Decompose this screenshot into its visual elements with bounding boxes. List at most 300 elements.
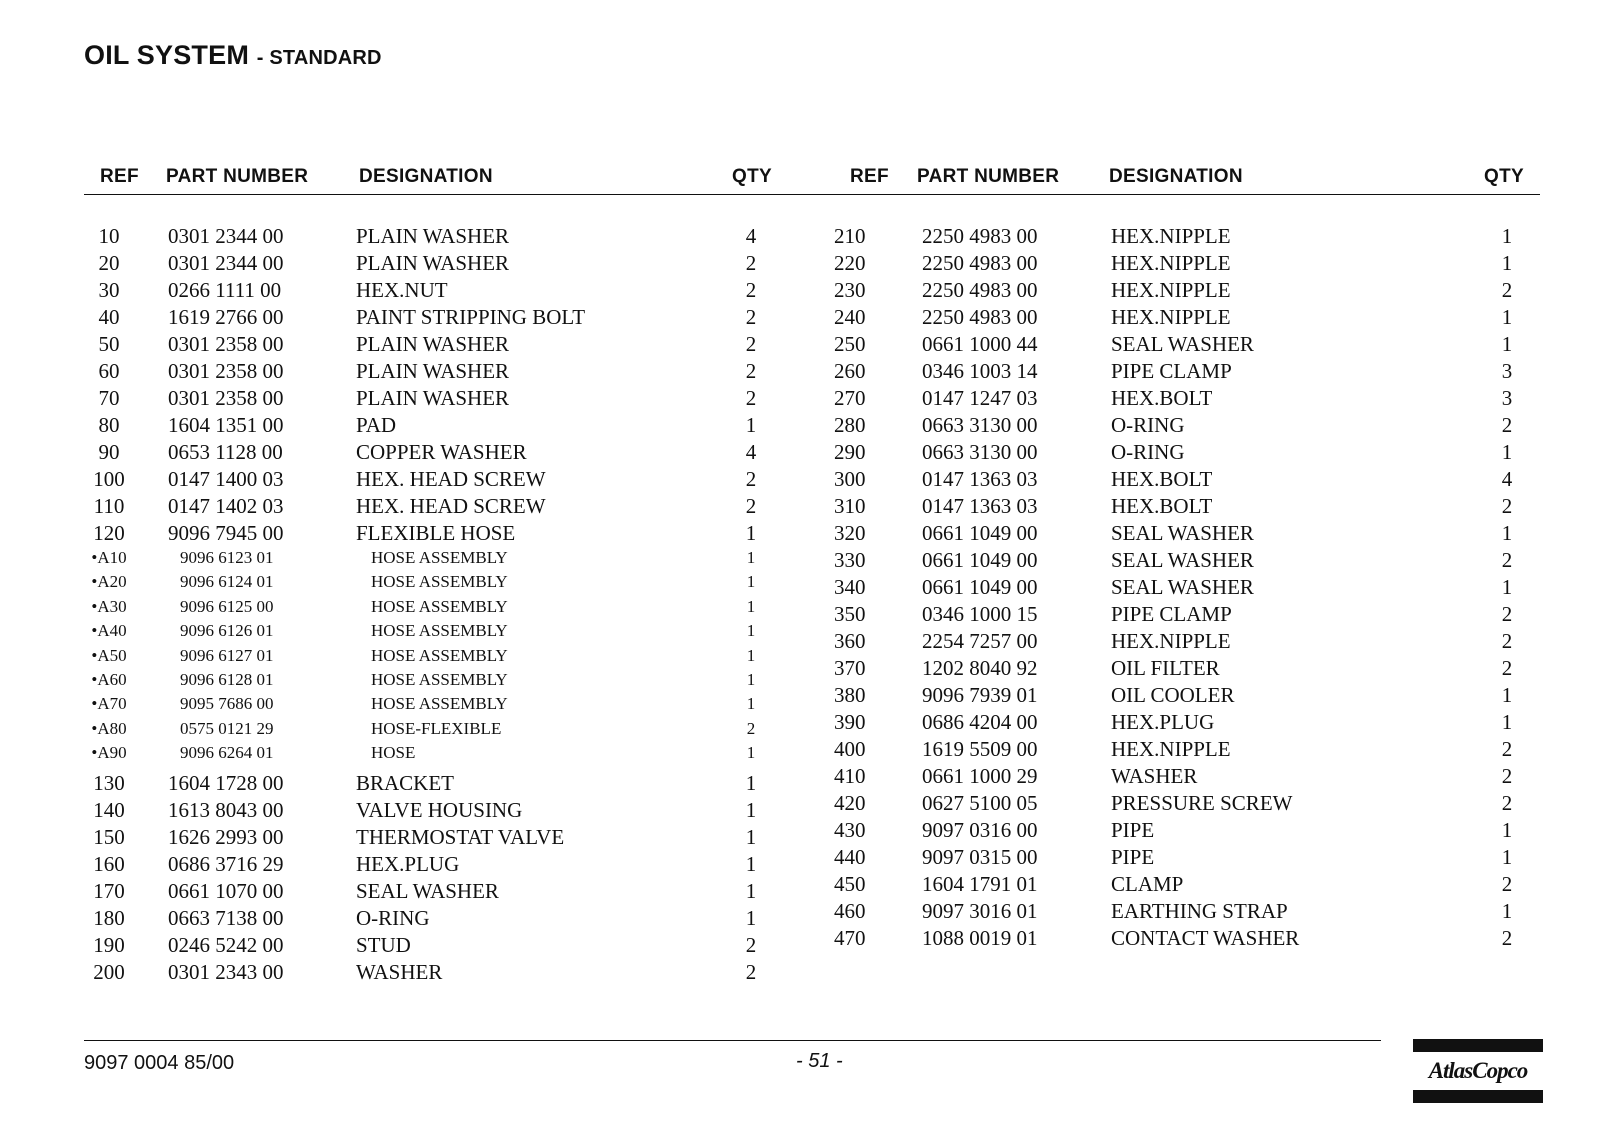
ref-cell: 310 bbox=[834, 494, 866, 518]
ref-cell: 290 bbox=[834, 440, 866, 464]
qty-cell: 2 bbox=[1501, 629, 1513, 653]
ref-cell: 240 bbox=[834, 305, 866, 329]
ref-cell: 50 bbox=[98, 332, 120, 356]
part-number-cell: 1613 8043 00 bbox=[168, 797, 284, 822]
qty-cell: 1 bbox=[746, 621, 756, 641]
table-row bbox=[834, 818, 1540, 845]
part-number-cell: 0147 1363 03 bbox=[922, 494, 1038, 518]
table-row bbox=[834, 440, 1540, 467]
ref-cell: 410 bbox=[834, 764, 866, 788]
ref-cell: •A40 bbox=[91, 621, 127, 641]
table-sub-row bbox=[84, 597, 804, 621]
table-row bbox=[834, 845, 1540, 872]
page-title-main: OIL SYSTEM bbox=[84, 40, 250, 70]
qty-cell: 2 bbox=[745, 467, 757, 491]
ref-cell: 270 bbox=[834, 386, 866, 410]
ref-cell: 230 bbox=[834, 278, 866, 302]
part-number-cell: 9097 3016 01 bbox=[922, 899, 1038, 923]
table-sub-row bbox=[84, 694, 804, 718]
ref-cell: 400 bbox=[834, 737, 866, 761]
ref-cell: 190 bbox=[93, 932, 125, 957]
part-number-cell: 9096 6125 00 bbox=[180, 596, 274, 616]
table-row bbox=[834, 548, 1540, 575]
ref-cell: 440 bbox=[834, 845, 866, 869]
ref-cell: 10 bbox=[98, 224, 120, 248]
table-row bbox=[834, 872, 1540, 899]
ref-cell: 90 bbox=[98, 440, 120, 464]
part-number-cell: 0346 1003 14 bbox=[922, 359, 1038, 383]
designation-cell: HEX.BOLT bbox=[1111, 494, 1213, 518]
qty-cell: 3 bbox=[1501, 386, 1513, 410]
part-number-cell: 1619 2766 00 bbox=[168, 305, 284, 329]
qty-cell: 1 bbox=[746, 743, 756, 763]
designation-cell: O-RING bbox=[1111, 413, 1185, 437]
qty-cell: 2 bbox=[745, 359, 757, 383]
part-number-cell: 9096 6264 01 bbox=[180, 743, 274, 763]
designation-cell: SEAL WASHER bbox=[1111, 332, 1254, 356]
ref-cell: 460 bbox=[834, 899, 866, 923]
ref-cell: 340 bbox=[834, 575, 866, 599]
part-number-cell: 9096 6127 01 bbox=[180, 645, 274, 665]
ref-cell: 180 bbox=[93, 905, 125, 930]
qty-cell: 2 bbox=[745, 251, 757, 275]
designation-cell: HEX.BOLT bbox=[1111, 467, 1213, 491]
table-row bbox=[84, 825, 804, 852]
part-number-cell: 0301 2358 00 bbox=[168, 359, 284, 383]
right-header-qty: QTY bbox=[1484, 166, 1524, 187]
ref-cell: 150 bbox=[93, 824, 125, 849]
qty-cell: 2 bbox=[745, 305, 757, 329]
qty-cell: 2 bbox=[1501, 413, 1513, 437]
designation-cell: HOSE ASSEMBLY bbox=[371, 596, 508, 616]
designation-cell: HEX.NIPPLE bbox=[1111, 305, 1231, 329]
designation-cell: CONTACT WASHER bbox=[1111, 926, 1300, 950]
part-number-cell: 2254 7257 00 bbox=[922, 629, 1038, 653]
qty-cell: 2 bbox=[745, 278, 757, 302]
designation-cell: PRESSURE SCREW bbox=[1111, 791, 1293, 815]
designation-cell: OIL COOLER bbox=[1111, 683, 1235, 707]
qty-cell: 1 bbox=[745, 824, 757, 849]
designation-cell: FLEXIBLE HOSE bbox=[356, 521, 516, 545]
designation-cell: HOSE ASSEMBLY bbox=[371, 572, 508, 592]
table-row bbox=[834, 305, 1540, 332]
part-number-cell: 0661 1049 00 bbox=[922, 575, 1038, 599]
part-number-cell: 0653 1128 00 bbox=[168, 440, 283, 464]
designation-cell: HEX.NIPPLE bbox=[1111, 224, 1231, 248]
table-row bbox=[84, 494, 804, 521]
qty-cell: 2 bbox=[1501, 791, 1513, 815]
atlas-copco-logo bbox=[1413, 1039, 1543, 1103]
qty-cell: 1 bbox=[1501, 899, 1513, 923]
designation-cell: STUD bbox=[356, 932, 411, 957]
designation-cell: HOSE ASSEMBLY bbox=[371, 621, 508, 641]
table-row bbox=[84, 960, 804, 987]
part-number-cell: 0301 2343 00 bbox=[168, 959, 284, 984]
page-title bbox=[84, 40, 382, 71]
designation-cell: WASHER bbox=[1111, 764, 1198, 788]
right-header-part-number: PART NUMBER bbox=[917, 166, 1060, 187]
part-number-cell: 0266 1111 00 bbox=[168, 278, 282, 302]
ref-cell: 20 bbox=[98, 251, 120, 275]
page-subtitle: - STANDARD bbox=[256, 47, 382, 69]
part-number-cell: 0627 5100 05 bbox=[922, 791, 1038, 815]
qty-cell: 1 bbox=[746, 596, 756, 616]
ref-cell: 200 bbox=[93, 959, 125, 984]
designation-cell: PIPE bbox=[1111, 818, 1155, 842]
qty-cell: 1 bbox=[745, 413, 757, 437]
right-header-ref: REF bbox=[850, 166, 889, 187]
part-number-cell: 0301 2344 00 bbox=[168, 224, 284, 248]
designation-cell: WASHER bbox=[356, 959, 443, 984]
qty-cell: 1 bbox=[745, 770, 757, 795]
qty-cell: 1 bbox=[745, 521, 757, 545]
designation-cell: HEX.NUT bbox=[356, 278, 448, 302]
ref-cell: •A60 bbox=[91, 669, 127, 689]
ref-cell: 380 bbox=[834, 683, 866, 707]
part-number-cell: 9096 7939 01 bbox=[922, 683, 1038, 707]
ref-cell: 360 bbox=[834, 629, 866, 653]
table-row bbox=[84, 386, 804, 413]
ref-cell: 80 bbox=[98, 413, 120, 437]
designation-cell: OIL FILTER bbox=[1111, 656, 1220, 680]
table-row bbox=[84, 251, 804, 278]
table-row bbox=[834, 629, 1540, 656]
ref-cell: 260 bbox=[834, 359, 866, 383]
ref-cell: 220 bbox=[834, 251, 866, 275]
left-parts-table bbox=[84, 224, 804, 987]
part-number-cell: 0147 1247 03 bbox=[922, 386, 1038, 410]
table-sub-row bbox=[84, 548, 804, 572]
ref-cell: 320 bbox=[834, 521, 866, 545]
table-row bbox=[84, 467, 804, 494]
table-row bbox=[834, 656, 1540, 683]
designation-cell: HEX. HEAD SCREW bbox=[356, 467, 546, 491]
table-row bbox=[834, 683, 1540, 710]
designation-cell: SEAL WASHER bbox=[1111, 575, 1254, 599]
designation-cell: HOSE ASSEMBLY bbox=[371, 694, 508, 714]
qty-cell: 2 bbox=[1501, 602, 1513, 626]
part-number-cell: 0663 7138 00 bbox=[168, 905, 284, 930]
table-row bbox=[834, 575, 1540, 602]
part-number-cell: 2250 4983 00 bbox=[922, 278, 1038, 302]
table-sub-row bbox=[84, 572, 804, 596]
part-number-cell: 2250 4983 00 bbox=[922, 251, 1038, 275]
ref-cell: 130 bbox=[93, 770, 125, 795]
part-number-cell: 0147 1363 03 bbox=[922, 467, 1038, 491]
header-divider bbox=[84, 194, 1540, 195]
ref-cell: 470 bbox=[834, 926, 866, 950]
qty-cell: 1 bbox=[1501, 251, 1513, 275]
qty-cell: 1 bbox=[746, 694, 756, 714]
qty-cell: 1 bbox=[745, 797, 757, 822]
designation-cell: SEAL WASHER bbox=[356, 878, 499, 903]
qty-cell: 2 bbox=[1501, 926, 1513, 950]
qty-cell: 2 bbox=[1501, 872, 1513, 896]
table-row bbox=[834, 899, 1540, 926]
designation-cell: HEX.NIPPLE bbox=[1111, 278, 1231, 302]
designation-cell: HEX.PLUG bbox=[1111, 710, 1215, 734]
table-row bbox=[834, 494, 1540, 521]
ref-cell: •A70 bbox=[91, 694, 127, 714]
right-parts-table bbox=[834, 224, 1540, 953]
qty-cell: 1 bbox=[1501, 224, 1513, 248]
designation-cell: HEX.PLUG bbox=[356, 851, 460, 876]
ref-cell: •A10 bbox=[91, 548, 127, 567]
part-number-cell: 0686 3716 29 bbox=[168, 851, 284, 876]
designation-cell: THERMOSTAT VALVE bbox=[356, 824, 565, 849]
table-row bbox=[84, 879, 804, 906]
part-number-cell: 2250 4983 00 bbox=[922, 305, 1038, 329]
qty-cell: 4 bbox=[1501, 467, 1513, 491]
table-row bbox=[84, 798, 804, 825]
table-row bbox=[834, 764, 1540, 791]
table-row bbox=[834, 413, 1540, 440]
designation-cell: PIPE bbox=[1111, 845, 1155, 869]
designation-cell: SEAL WASHER bbox=[1111, 548, 1254, 572]
qty-cell: 1 bbox=[1501, 332, 1513, 356]
part-number-cell: 1604 1791 01 bbox=[922, 872, 1038, 896]
left-header-qty: QTY bbox=[732, 166, 772, 187]
part-number-cell: 0661 1000 29 bbox=[922, 764, 1038, 788]
logo-bottom-bar bbox=[1413, 1090, 1543, 1103]
qty-cell: 1 bbox=[1501, 521, 1513, 545]
part-number-cell: 9096 6126 01 bbox=[180, 621, 274, 641]
qty-cell: 1 bbox=[1501, 683, 1513, 707]
ref-cell: 280 bbox=[834, 413, 866, 437]
part-number-cell: 9096 6124 01 bbox=[180, 572, 274, 592]
part-number-cell: 0663 3130 00 bbox=[922, 440, 1038, 464]
part-number-cell: 1604 1351 00 bbox=[168, 413, 284, 437]
ref-cell: •A20 bbox=[91, 572, 127, 592]
qty-cell: 2 bbox=[1501, 656, 1513, 680]
table-row bbox=[84, 413, 804, 440]
designation-cell: HOSE ASSEMBLY bbox=[371, 645, 508, 665]
table-row bbox=[84, 852, 804, 879]
qty-cell: 2 bbox=[1501, 737, 1513, 761]
designation-cell: HOSE ASSEMBLY bbox=[371, 548, 508, 567]
qty-cell: 2 bbox=[1501, 764, 1513, 788]
page-number: - 51 - bbox=[796, 1050, 843, 1072]
ref-cell: 210 bbox=[834, 224, 866, 248]
table-row bbox=[834, 710, 1540, 737]
designation-cell: HOSE-FLEXIBLE bbox=[371, 718, 502, 738]
qty-cell: 1 bbox=[746, 669, 756, 689]
part-number-cell: 9097 0315 00 bbox=[922, 845, 1038, 869]
ref-cell: 390 bbox=[834, 710, 866, 734]
designation-cell: HEX. HEAD SCREW bbox=[356, 494, 546, 518]
part-number-cell: 1202 8040 92 bbox=[922, 656, 1038, 680]
ref-cell: 110 bbox=[93, 494, 125, 518]
part-number-cell: 0661 1070 00 bbox=[168, 878, 284, 903]
table-row bbox=[84, 278, 804, 305]
qty-cell: 2 bbox=[1501, 494, 1513, 518]
qty-cell: 1 bbox=[745, 878, 757, 903]
ref-cell: 40 bbox=[98, 305, 120, 329]
designation-cell: HOSE ASSEMBLY bbox=[371, 669, 508, 689]
qty-cell: 1 bbox=[1501, 710, 1513, 734]
qty-cell: 1 bbox=[746, 645, 756, 665]
ref-cell: 70 bbox=[98, 386, 120, 410]
table-row bbox=[84, 521, 804, 548]
ref-cell: 140 bbox=[93, 797, 125, 822]
table-row bbox=[834, 359, 1540, 386]
qty-cell: 1 bbox=[1501, 575, 1513, 599]
designation-cell: HEX.NIPPLE bbox=[1111, 737, 1231, 761]
designation-cell: SEAL WASHER bbox=[1111, 521, 1254, 545]
part-number-cell: 0575 0121 29 bbox=[180, 718, 274, 738]
document-number: 9097 0004 85/00 bbox=[84, 1052, 235, 1074]
designation-cell: PLAIN WASHER bbox=[356, 386, 510, 410]
designation-cell: PAD bbox=[356, 413, 397, 437]
logo-wordmark: AtlasCopco bbox=[1428, 1058, 1528, 1083]
table-sub-row bbox=[84, 621, 804, 645]
ref-cell: •A90 bbox=[91, 743, 127, 763]
ref-cell: 160 bbox=[93, 851, 125, 876]
table-row bbox=[834, 386, 1540, 413]
qty-cell: 3 bbox=[1501, 359, 1513, 383]
designation-cell: O-RING bbox=[1111, 440, 1185, 464]
ref-cell: •A50 bbox=[91, 645, 127, 665]
designation-cell: PIPE CLAMP bbox=[1111, 359, 1232, 383]
qty-cell: 2 bbox=[745, 332, 757, 356]
qty-cell: 4 bbox=[745, 224, 757, 248]
ref-cell: 330 bbox=[834, 548, 866, 572]
ref-cell: 450 bbox=[834, 872, 866, 896]
table-sub-row bbox=[84, 646, 804, 670]
designation-cell: PAINT STRIPPING BOLT bbox=[356, 305, 586, 329]
qty-cell: 2 bbox=[1501, 278, 1513, 302]
part-number-cell: 0661 1049 00 bbox=[922, 548, 1038, 572]
ref-cell: 120 bbox=[93, 521, 125, 545]
designation-cell: HEX.NIPPLE bbox=[1111, 629, 1231, 653]
qty-cell: 2 bbox=[745, 932, 757, 957]
part-number-cell: 9096 7945 00 bbox=[168, 521, 284, 545]
part-number-cell: 2250 4983 00 bbox=[922, 224, 1038, 248]
table-row bbox=[834, 791, 1540, 818]
ref-cell: •A80 bbox=[91, 718, 127, 738]
table-row bbox=[84, 332, 804, 359]
table-row bbox=[834, 278, 1540, 305]
ref-cell: •A30 bbox=[91, 596, 127, 616]
table-row bbox=[834, 332, 1540, 359]
qty-cell: 2 bbox=[746, 718, 756, 738]
qty-cell: 1 bbox=[745, 851, 757, 876]
footer-divider bbox=[84, 1040, 1381, 1041]
designation-cell: COPPER WASHER bbox=[356, 440, 527, 464]
qty-cell: 2 bbox=[745, 386, 757, 410]
designation-cell: HEX.NIPPLE bbox=[1111, 251, 1231, 275]
part-number-cell: 0301 2358 00 bbox=[168, 386, 284, 410]
ref-cell: 60 bbox=[98, 359, 120, 383]
part-number-cell: 1626 2993 00 bbox=[168, 824, 284, 849]
left-header-part-number: PART NUMBER bbox=[166, 166, 309, 187]
qty-cell: 2 bbox=[745, 959, 757, 984]
part-number-cell: 0246 5242 00 bbox=[168, 932, 284, 957]
qty-cell: 1 bbox=[746, 548, 756, 567]
part-number-cell: 0147 1402 03 bbox=[168, 494, 284, 518]
table-sub-row bbox=[84, 670, 804, 694]
part-number-cell: 0346 1000 15 bbox=[922, 602, 1038, 626]
qty-cell: 2 bbox=[745, 494, 757, 518]
ref-cell: 30 bbox=[98, 278, 120, 302]
qty-cell: 1 bbox=[1501, 845, 1513, 869]
table-row bbox=[834, 251, 1540, 278]
qty-cell: 1 bbox=[1501, 440, 1513, 464]
ref-cell: 250 bbox=[834, 332, 866, 356]
part-number-cell: 0661 1049 00 bbox=[922, 521, 1038, 545]
designation-cell: EARTHING STRAP bbox=[1111, 899, 1288, 923]
ref-cell: 100 bbox=[93, 467, 125, 491]
part-number-cell: 0661 1000 44 bbox=[922, 332, 1038, 356]
table-row bbox=[84, 906, 804, 933]
logo-top-bar bbox=[1413, 1039, 1543, 1052]
part-number-cell: 0686 4204 00 bbox=[922, 710, 1038, 734]
left-header-ref: REF bbox=[100, 166, 139, 187]
qty-cell: 1 bbox=[1501, 305, 1513, 329]
designation-cell: PIPE CLAMP bbox=[1111, 602, 1232, 626]
ref-cell: 170 bbox=[93, 878, 125, 903]
part-number-cell: 0301 2358 00 bbox=[168, 332, 284, 356]
designation-cell: HOSE bbox=[371, 743, 416, 763]
table-row bbox=[84, 359, 804, 386]
ref-cell: 300 bbox=[834, 467, 866, 491]
part-number-cell: 9095 7686 00 bbox=[180, 694, 274, 714]
part-number-cell: 1619 5509 00 bbox=[922, 737, 1038, 761]
table-sub-row bbox=[84, 719, 804, 743]
table-row bbox=[84, 440, 804, 467]
designation-cell: O-RING bbox=[356, 905, 430, 930]
right-header-designation: DESIGNATION bbox=[1109, 166, 1243, 187]
part-number-cell: 9096 6128 01 bbox=[180, 669, 274, 689]
table-row bbox=[834, 602, 1540, 629]
ref-cell: 430 bbox=[834, 818, 866, 842]
part-number-cell: 9096 6123 01 bbox=[180, 548, 274, 567]
designation-cell: HEX.BOLT bbox=[1111, 386, 1213, 410]
table-row bbox=[84, 771, 804, 798]
table-row bbox=[834, 926, 1540, 953]
table-row bbox=[834, 467, 1540, 494]
ref-cell: 420 bbox=[834, 791, 866, 815]
part-number-cell: 1088 0019 01 bbox=[922, 926, 1038, 950]
table-row bbox=[834, 224, 1540, 251]
table-row bbox=[84, 224, 804, 251]
designation-cell: CLAMP bbox=[1111, 872, 1184, 896]
table-sub-row bbox=[84, 743, 804, 767]
table-row bbox=[84, 305, 804, 332]
part-number-cell: 0147 1400 03 bbox=[168, 467, 284, 491]
qty-cell: 1 bbox=[746, 572, 756, 592]
part-number-cell: 9097 0316 00 bbox=[922, 818, 1038, 842]
designation-cell: PLAIN WASHER bbox=[356, 359, 510, 383]
ref-cell: 370 bbox=[834, 656, 866, 680]
designation-cell: PLAIN WASHER bbox=[356, 224, 510, 248]
table-row bbox=[834, 521, 1540, 548]
designation-cell: VALVE HOUSING bbox=[356, 797, 523, 822]
part-number-cell: 0663 3130 00 bbox=[922, 413, 1038, 437]
designation-cell: PLAIN WASHER bbox=[356, 251, 510, 275]
part-number-cell: 1604 1728 00 bbox=[168, 770, 284, 795]
designation-cell: BRACKET bbox=[356, 770, 455, 795]
designation-cell: PLAIN WASHER bbox=[356, 332, 510, 356]
ref-cell: 350 bbox=[834, 602, 866, 626]
part-number-cell: 0301 2344 00 bbox=[168, 251, 284, 275]
qty-cell: 2 bbox=[1501, 548, 1513, 572]
table-row bbox=[84, 933, 804, 960]
qty-cell: 4 bbox=[745, 440, 757, 464]
qty-cell: 1 bbox=[745, 905, 757, 930]
qty-cell: 1 bbox=[1501, 818, 1513, 842]
table-row bbox=[834, 737, 1540, 764]
